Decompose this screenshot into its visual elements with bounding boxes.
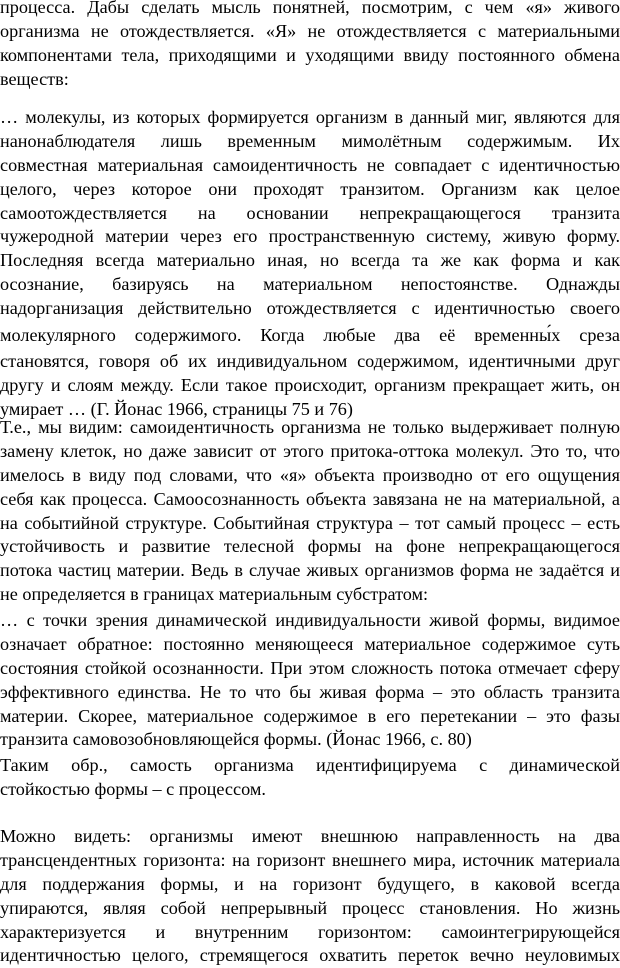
text-line: молекулярного содержимого. Когда любые два её временны́х среза (0, 325, 620, 346)
quote-jonas-80 (0, 609, 620, 752)
text-line: характеризуется и внутренним горизонтом: самоинтегрирующейся (0, 921, 620, 942)
text-line: Последняя всегда материально иная, но всегда та же как форма и как (0, 250, 620, 271)
text-line: материи. Скорее, материальное содержимое в его перетекании – это фазы (0, 705, 620, 726)
paragraph-selfhood-summary (0, 754, 620, 802)
text-line: надорганизация действительно отождествляется с идентичностью своего (0, 298, 620, 319)
text-line: трансцендентных горизонта: на горизонт внешнего мира, источник материала (0, 849, 620, 870)
text-line: устойчивость и развитие телесной формы на фоне непрекращающегося (0, 536, 620, 557)
paragraph-self-identity (0, 416, 620, 607)
text-line: Можно видеть: организмы имеют внешнюю направленность на два (0, 826, 620, 846)
text-line: себя как процесса. Самоосознанность объекта завязана не на материальной, а (0, 488, 620, 509)
text-line: чужеродной материи через его пространственную систему, живую форму. (0, 226, 620, 247)
text-line: становятся, говоря об их индивидуальном содержимом, идентичными друг (0, 351, 620, 372)
text-line: на событийной структуре. Событийная структура – тот самый процесс – есть (0, 512, 620, 533)
quote-jonas-75-76 (0, 106, 620, 422)
text-line: имелось в виду под словами, что «я» объекта производно от его ощущения (0, 464, 620, 485)
text-line: потока частиц материи. Ведь в случае живых организмов форма не задаётся и (0, 560, 620, 581)
text-line: компонентами тела, приходящими и уходящими ввиду постоянного обмена (0, 44, 620, 65)
text-line: Таким обр., самость организма идентифицируема с динамической (0, 755, 620, 775)
text-line: означает обратное: постоянно меняющееся материальное содержимое суть (0, 633, 620, 654)
text-line: умирает … (Г. Йонас 1966, страницы 75 и 76) (0, 398, 353, 419)
text-line: … молекулы, из которых формируется организм в данный миг, являются для (0, 107, 620, 127)
text-line: целого, через которое они проходят транзитом. Организм как целое (0, 178, 620, 199)
text-line: нанонаблюдателя лишь временным мимолётным содержимым. Их (0, 130, 620, 151)
text-line: замену клеток, но даже зависит от этого притока-оттока молекул. Это то, что (0, 440, 620, 461)
text-line: упираются, являя собой непрерывный процесс становления. Но жизнь (0, 897, 620, 918)
text-line: … с точки зрения динамической индивидуальности живой формы, видимое (0, 610, 620, 630)
text-line: для поддержания формы, и на горизонт будущего, в каковой всегда (0, 873, 620, 894)
paragraph-process-intro (0, 0, 620, 92)
text-line: стойкостью формы – с процессом. (0, 778, 266, 799)
text-line: организма не отождествляется. «Я» не отождествляется с материальными (0, 20, 620, 41)
text-line: другу и слоям между. Если такое происходит, организм прекращает жить, он (0, 374, 620, 395)
text-line: веществ: (0, 68, 69, 89)
text-line: эффективного единства. Не то что бы живая форма – это область транзита (0, 681, 620, 702)
text-line: транзита самовозобновляющейся формы. (Йонас 1966, с. 80) (0, 729, 472, 750)
paragraph-horizons (0, 825, 620, 968)
text-line: Т.е., мы видим: самоидентичность организма не только выдерживает полную (0, 417, 620, 437)
text-line: процесса. Дабы сделать мысль понятней, посмотрим, с чем «я» живого (0, 0, 620, 17)
text-line: осознание, базируясь на материальном непостоянстве. Однажды (0, 274, 620, 295)
text-line: состояния стойкой осознанности. При этом сложность потока отмечает сферу (0, 657, 620, 678)
text-line: совместная материальная самоидентичность не совпадает с идентичностью (0, 154, 620, 175)
text-line: не определяется в границах материальным субстратом: (0, 584, 429, 605)
text-line: самоотождествляется на основании непрекращающегося транзита (0, 202, 620, 223)
text-line: идентичностью целого, стремящегося охватить переток вечно неуловимых (0, 945, 620, 966)
